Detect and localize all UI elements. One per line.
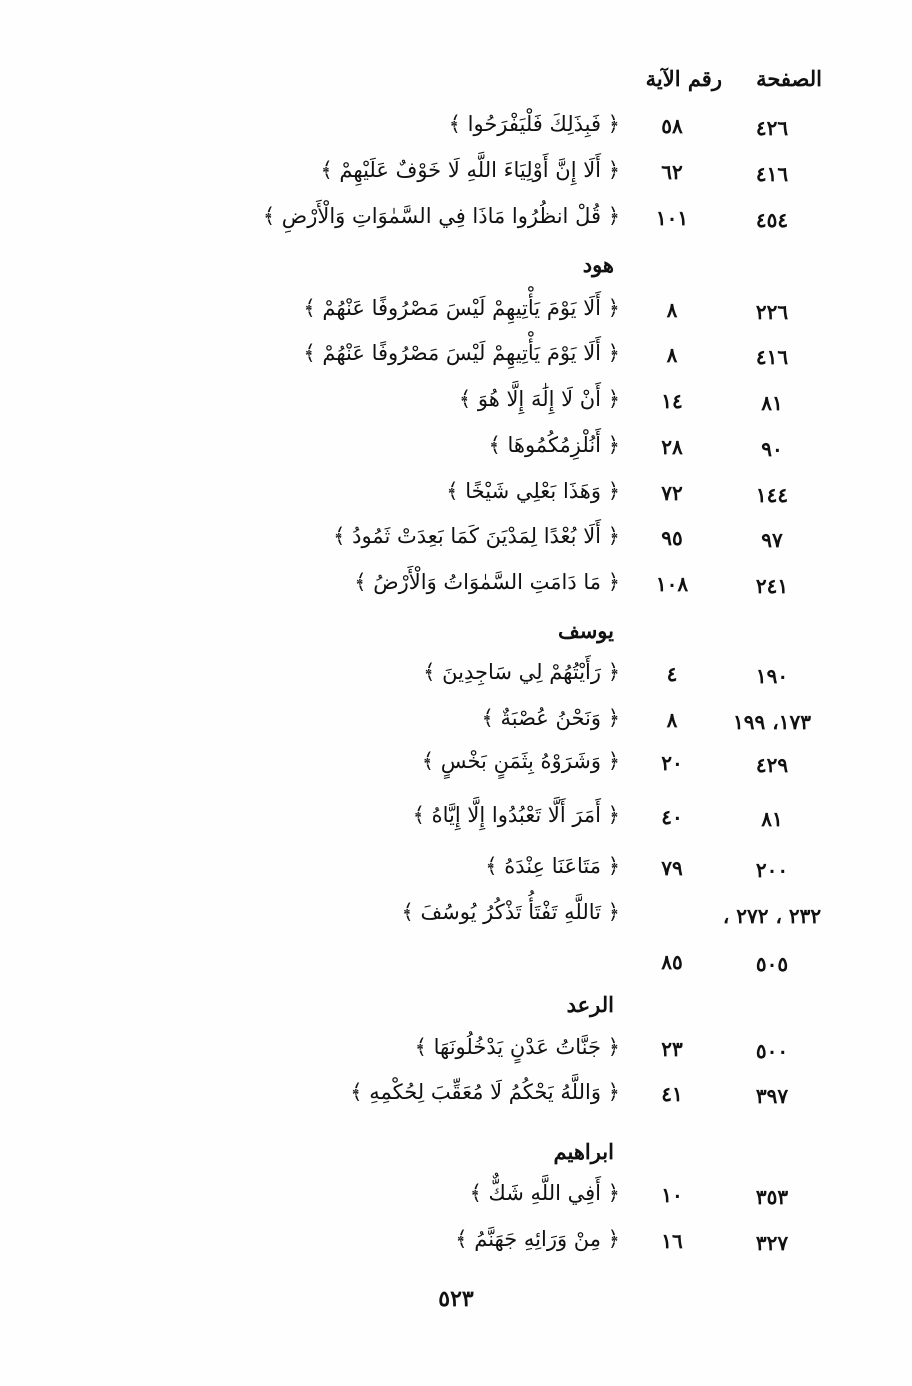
index-entry	[0, 1031, 912, 1071]
index-entry	[0, 944, 912, 984]
entry-page: ٢٢٦	[755, 300, 789, 324]
index-entry	[0, 337, 912, 377]
entry-page: ١٧٣، ١٩٩	[733, 710, 811, 734]
entry-page: ٤٢٦	[755, 116, 789, 140]
entry-verse-text: ﴿ قُلْ انظُرُوا مَاذَا فِي السَّمٰوَاتِ وَالْأَرْضِ ﴾	[262, 204, 620, 228]
entry-verse-number: ١٠	[661, 1183, 683, 1207]
entry-verse-text: ﴿ أَنْ لَا إِلَٰهَ إِلَّا هُوَ ﴾	[458, 387, 620, 411]
entry-verse-text: ﴿ وَشَرَوْهُ بِثَمَنٍ بَخْسٍ ﴾	[421, 749, 620, 773]
entry-verse-text: ﴿ وَاللَّهُ يَحْكُمُ لَا مُعَقِّبَ لِحُكْمِهِ ﴾	[350, 1080, 620, 1104]
entry-verse-number: ٦٢	[661, 160, 683, 184]
entry-verse-number: ٨٥	[661, 950, 683, 974]
sura-title: يوسف	[557, 618, 614, 643]
entry-verse-number: ٧٩	[661, 856, 683, 880]
entry-verse-number: ٥٨	[661, 114, 683, 138]
index-entry	[0, 1223, 912, 1263]
entry-page: ٣٥٣	[755, 1185, 789, 1209]
index-entry	[0, 475, 912, 515]
sura-heading-row	[0, 614, 912, 654]
entry-page: ٥٠٠	[755, 1039, 789, 1063]
page-column-header: الصفحة	[756, 66, 822, 91]
index-entry	[0, 799, 912, 839]
entry-verse-text: ﴿ رَأَيْتُهُمْ لِي سَاجِدِينَ ﴾	[423, 660, 620, 684]
entry-page: ٨١	[761, 807, 783, 831]
entry-verse-number: ٩٥	[661, 526, 683, 550]
index-entry	[0, 702, 912, 742]
index-entry	[0, 200, 912, 240]
entry-page: ٨١	[761, 391, 783, 415]
entry-page: ٣٩٧	[755, 1084, 789, 1108]
index-entry	[0, 520, 912, 560]
entry-verse-number: ١٦	[661, 1229, 683, 1253]
entry-verse-number: ٢٠	[661, 751, 683, 775]
entry-verse-number: ٧٢	[661, 481, 683, 505]
sura-heading-row	[0, 248, 912, 288]
page-number: ٥٢٣	[438, 1286, 474, 1312]
sura-title: ابراهيم	[553, 1139, 614, 1164]
sura-title: الرعد	[566, 992, 614, 1017]
index-entry	[0, 850, 912, 890]
entry-verse-text: ﴿ وَنَحْنُ عُصْبَةٌ ﴾	[481, 706, 620, 730]
entry-verse-text: ﴿ أَفِي اللَّهِ شَكٌّ ﴾	[469, 1181, 620, 1205]
index-entry	[0, 1076, 912, 1116]
entry-verse-text: ﴿ أَمَرَ أَلَّا تَعْبُدُوا إِلَّا إِيَّاهُ ﴾	[412, 803, 620, 827]
entry-verse-number: ٨	[666, 298, 678, 322]
entry-verse-number: ١٤	[661, 389, 683, 413]
entry-verse-text: ﴿ مَا دَامَتِ السَّمٰوَاتُ وَالْأَرْضُ ﴾	[354, 570, 620, 594]
entry-verse-number: ٤	[666, 662, 678, 686]
entry-verse-text: ﴿ أَنُلْزِمُكُمُوهَا ﴾	[488, 433, 620, 457]
index-entry	[0, 429, 912, 469]
entry-page: ٤٥٤	[755, 208, 789, 232]
index-entry	[0, 566, 912, 606]
entry-page: ٤١٦	[755, 162, 789, 186]
entry-verse-number: ١٠١	[655, 206, 689, 230]
entry-verse-text: ﴿ جَنَّاتُ عَدْنٍ يَدْخُلُونَهَا ﴾	[414, 1035, 620, 1059]
entry-page: ٩٠	[761, 437, 783, 461]
entry-verse-number: ٤٠	[661, 805, 683, 829]
sura-heading-row	[0, 1135, 912, 1175]
sura-heading-row	[0, 988, 912, 1028]
entry-verse-text: ﴿ أَلَا يَوْمَ يَأْتِيهِمْ لَيْسَ مَصْرُوفًا عَنْهُمْ ﴾	[303, 296, 620, 320]
entry-verse-text: ﴿ مِنْ وَرَائِهِ جَهَنَّمُ ﴾	[455, 1227, 620, 1251]
entry-verse-text: ﴿ أَلَا إِنَّ أَوْلِيَاءَ اللَّهِ لَا خَوْفٌ عَلَيْهِمْ ﴾	[320, 158, 620, 182]
index-entry	[0, 1177, 912, 1217]
entry-page: ١٩٠	[755, 664, 789, 688]
sura-title: هود	[582, 252, 614, 277]
entry-verse-text: ﴿ فَبِذَلِكَ فَلْيَفْرَحُوا ﴾	[448, 112, 620, 136]
index-entry	[0, 656, 912, 696]
entry-verse-text: ﴿ تَاللَّهِ تَفْتَأُ تَذْكُرُ يُوسُفَ ﴾	[401, 900, 620, 924]
entry-page: ٤١٦	[755, 345, 789, 369]
entry-verse-text: ﴿ أَلَا بُعْدًا لِمَدْيَنَ كَمَا بَعِدَتْ ثَمُودُ ﴾	[333, 524, 620, 548]
entry-verse-number: ٨	[666, 708, 678, 732]
entry-page: ٤٢٩	[755, 753, 789, 777]
entry-verse-number: ٨	[666, 343, 678, 367]
entry-page: ٥٠٥	[755, 952, 789, 976]
entry-verse-number: ٤١	[661, 1082, 683, 1106]
entry-page: ٢٣٢ ، ٢٧٢ ،	[722, 904, 822, 928]
entry-verse-text: ﴿ مَتَاعَنَا عِنْدَهُ ﴾	[485, 854, 620, 878]
entry-page: ٢٠٠	[755, 858, 789, 882]
entry-page: ١٤٤	[755, 483, 789, 507]
verse-column-header: رقم الآية	[645, 66, 722, 91]
entry-page: ٩٧	[761, 528, 783, 552]
index-entry	[0, 745, 912, 785]
index-entry	[0, 292, 912, 332]
index-entry	[0, 383, 912, 423]
entry-verse-number: ٢٣	[661, 1037, 683, 1061]
index-entry	[0, 154, 912, 194]
entry-verse-number: ١٠٨	[655, 572, 689, 596]
entry-page: ٢٤١	[755, 574, 789, 598]
entry-verse-text: ﴿ وَهَذَا بَعْلِي شَيْخًا ﴾	[446, 479, 620, 503]
index-entry	[0, 108, 912, 148]
index-entry	[0, 896, 912, 936]
entry-verse-number: ٢٨	[661, 435, 683, 459]
entry-verse-text: ﴿ أَلَا يَوْمَ يَأْتِيهِمْ لَيْسَ مَصْرُوفًا عَنْهُمْ ﴾	[303, 341, 620, 365]
entry-page: ٣٢٧	[755, 1231, 789, 1255]
